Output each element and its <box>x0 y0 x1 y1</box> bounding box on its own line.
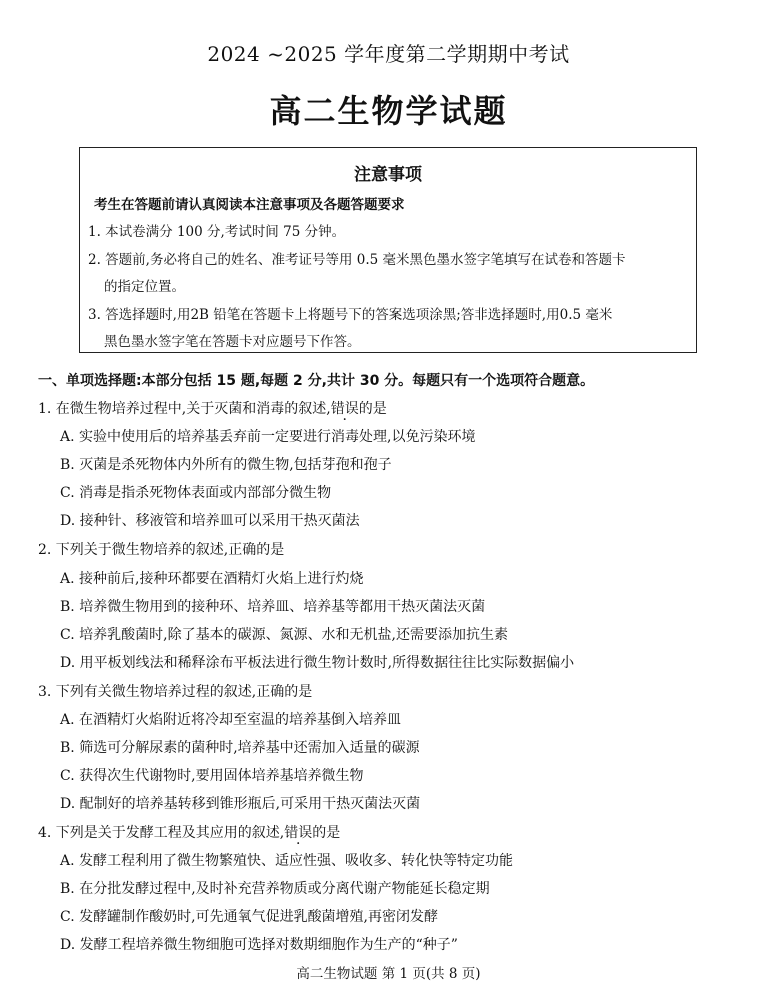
option: C. 培养乳酸菌时,除了基本的碳源、氮源、水和无机盐,还需要添加抗生素 <box>60 627 509 643</box>
option: C. 获得次生代谢物时,要用固体培养基培养微生物 <box>60 768 364 784</box>
notice-box <box>79 147 697 353</box>
option: C. 消毒是指杀死物体表面或内部部分微生物 <box>60 485 332 501</box>
exam-title: 2024 ~2025 学年度第二学期期中考试 <box>207 42 570 66</box>
option: D. 发酵工程培养微生物细胞可选择对数期细胞作为生产的“种子” <box>60 937 458 953</box>
question-stem <box>38 681 312 701</box>
question-stem <box>38 539 284 559</box>
option: A. 实验中使用后的培养基丢弃前一定要进行消毒处理,以免污染环境 <box>60 429 476 445</box>
option: B. 灭菌是杀死物体内外所有的微生物,包括芽孢和孢子 <box>60 457 392 473</box>
option: A. 发酵工程利用了微生物繁殖快、适应性强、吸收多、转化快等特定功能 <box>60 853 514 869</box>
option: B. 筛选可分解尿素的菌种时,培养基中还需加入适量的碳源 <box>60 740 420 756</box>
notice-intro: 考生在答题前请认真阅读本注意事项及各题答题要求 <box>94 197 405 213</box>
emphasis-text: 错误 <box>330 401 359 417</box>
question-stem <box>38 398 387 418</box>
option: B. 培养微生物用到的接种环、培养皿、培养基等都用干热灭菌法灭菌 <box>60 599 486 615</box>
subject-title: 高二生物学试题 <box>269 92 508 130</box>
page-footer: 高二生物试题 第 1 页(共 8 页) <box>296 966 481 982</box>
notice-item: 黑色墨水签字笔在答题卡对应题号下作答。 <box>104 334 361 350</box>
option: B. 在分批发酵过程中,及时补充营养物质或分离代谢产物能延长稳定期 <box>60 881 490 897</box>
stem-text: 的是 <box>312 825 341 841</box>
option: C. 发酵罐制作酸奶时,可先通氧气促进乳酸菌增殖,再密闭发酵 <box>60 909 439 925</box>
notice-item: 1. 本试卷满分 100 分,考试时间 75 分钟。 <box>88 224 346 240</box>
stem-text: 2. 下列关于微生物培养的叙述,正确的是 <box>38 542 285 558</box>
notice-item: 3. 答选择题时,用2B 铅笔在答题卡上将题号下的答案选项涂黑;答非选择题时,用0.5 毫米 <box>88 307 613 323</box>
option: A. 接种前后,接种环都要在酒精灯火焰上进行灼烧 <box>60 571 364 587</box>
question-stem <box>38 822 340 842</box>
notice-item: 的指定位置。 <box>104 279 185 295</box>
option: D. 用平板划线法和稀释涂布平板法进行微生物计数时,所得数据往往比实际数据偏小 <box>60 655 575 671</box>
stem-text: 4. 下列是关于发酵工程及其应用的叙述, <box>38 825 285 841</box>
stem-text: 1. 在微生物培养过程中,关于灭菌和消毒的叙述, <box>38 401 331 417</box>
option: D. 接种针、移液管和培养皿可以采用干热灭菌法 <box>60 513 360 529</box>
option: D. 配制好的培养基转移到锥形瓶后,可采用干热灭菌法灭菌 <box>60 796 421 812</box>
notice-heading: 注意事项 <box>354 165 422 185</box>
emphasis-text: 错误 <box>284 825 313 841</box>
section-heading: 一、单项选择题:本部分包括 15 题,每题 2 分,共计 30 分。每题只有一个选项符合题意。 <box>38 373 595 389</box>
stem-text: 3. 下列有关微生物培养过程的叙述,正确的是 <box>38 684 313 700</box>
notice-item: 2. 答题前,务必将自己的姓名、准考证号等用 0.5 毫米黑色墨水签字笔填写在试卷和答题卡 <box>88 252 626 268</box>
stem-text: 的是 <box>358 401 387 417</box>
option: A. 在酒精灯火焰附近将冷却至室温的培养基倒入培养皿 <box>60 712 402 728</box>
